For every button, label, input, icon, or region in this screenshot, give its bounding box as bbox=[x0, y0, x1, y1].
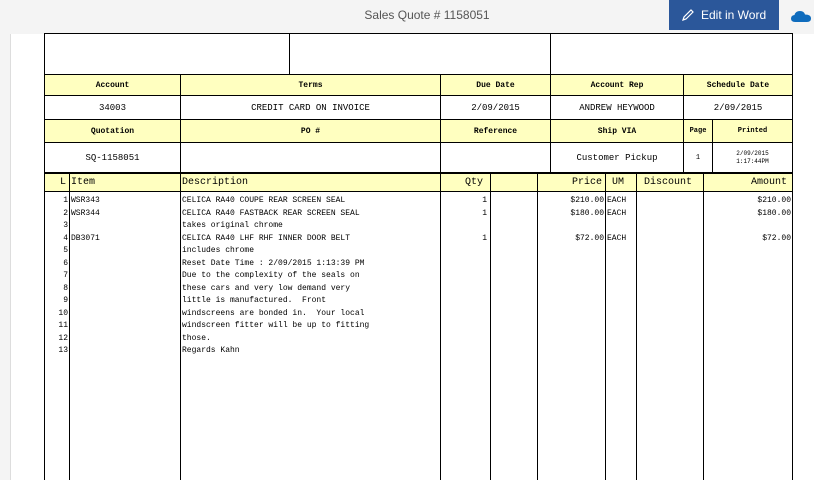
account-rep-value: ANDREW HEYWOOD bbox=[550, 95, 684, 120]
pencil-icon bbox=[681, 8, 695, 22]
line-number: 2 bbox=[63, 208, 68, 218]
printed-date: 2/09/2015 bbox=[736, 149, 769, 157]
description: CELICA RA40 LHF RHF INNER DOOR BELT bbox=[182, 233, 351, 243]
page-value: 1 bbox=[683, 142, 713, 173]
col-line-header: L bbox=[60, 177, 67, 188]
amount: $180.00 bbox=[757, 208, 791, 218]
account-rep-header: Account Rep bbox=[550, 74, 684, 96]
line-number: 11 bbox=[58, 321, 68, 330]
top-bar bbox=[0, 0, 814, 34]
quotation-value: SQ-1158051 bbox=[44, 142, 181, 173]
account-header: Account bbox=[44, 74, 181, 96]
terms-header: Terms bbox=[180, 74, 441, 96]
amount: $72.00 bbox=[762, 233, 791, 243]
um: EACH bbox=[607, 196, 627, 205]
schedule-date-value: 2/09/2015 bbox=[683, 95, 793, 120]
description: little is manufactured. Front bbox=[182, 296, 327, 305]
description: windscreen fitter will be up to fitting bbox=[182, 321, 370, 330]
description: CELICA RA40 COUPE REAR SCREEN SEAL bbox=[182, 196, 346, 205]
schedule-date-header: Schedule Date bbox=[683, 74, 793, 96]
qty: 1 bbox=[482, 208, 487, 218]
address-box bbox=[44, 33, 793, 75]
line-number: 3 bbox=[63, 221, 68, 230]
col-price-header: Price bbox=[572, 177, 603, 188]
due-date-value: 2/09/2015 bbox=[440, 95, 551, 120]
printed-time: 1:17:44PM bbox=[736, 157, 769, 165]
quotation-header: Quotation bbox=[44, 119, 181, 143]
document-page bbox=[10, 34, 814, 480]
reference-value bbox=[440, 142, 551, 173]
item-code: WSR343 bbox=[71, 196, 100, 205]
edit-in-word-button[interactable] bbox=[669, 0, 779, 30]
reference-header: Reference bbox=[440, 119, 551, 143]
page-header: Page bbox=[683, 119, 713, 143]
description: includes chrome bbox=[182, 246, 255, 255]
price: $72.00 bbox=[575, 233, 604, 243]
po-header: PO # bbox=[180, 119, 441, 143]
ship-via-header: Ship VIA bbox=[550, 119, 684, 143]
description: Regards Kahn bbox=[182, 346, 240, 355]
item-code: WSR344 bbox=[71, 208, 100, 218]
printed-header: Printed bbox=[712, 119, 793, 143]
amount: $210.00 bbox=[757, 196, 791, 205]
item-code: DB3071 bbox=[71, 233, 100, 243]
line-number: 12 bbox=[58, 333, 68, 343]
col-description-header: Description bbox=[182, 177, 249, 188]
description: CELICA RA40 FASTBACK REAR SCREEN SEAL bbox=[182, 208, 360, 218]
printed-value bbox=[712, 142, 793, 173]
document-title: Sales Quote # 1158051 bbox=[364, 8, 490, 22]
col-item-header: Item bbox=[71, 177, 96, 188]
onedrive-cloud-icon[interactable] bbox=[790, 8, 812, 24]
description: those. bbox=[182, 333, 211, 343]
um: EACH bbox=[607, 233, 627, 243]
col-discount-header: Discount bbox=[644, 177, 693, 188]
account-value: 34003 bbox=[44, 95, 181, 120]
line-number: 9 bbox=[63, 296, 68, 305]
description: takes original chrome bbox=[182, 221, 283, 230]
description: Reset Date Time : 2/09/2015 1:13:39 PM bbox=[182, 258, 365, 268]
qty: 1 bbox=[482, 233, 487, 243]
edit-in-word-label: Edit in Word bbox=[701, 8, 767, 22]
line-number: 10 bbox=[58, 308, 68, 318]
col-qty-header: Qty bbox=[465, 177, 484, 188]
line-number: 4 bbox=[63, 233, 68, 243]
um: EACH bbox=[607, 208, 627, 218]
price: $210.00 bbox=[570, 196, 604, 205]
description: these cars and very low demand very bbox=[182, 283, 351, 293]
price: $180.00 bbox=[570, 208, 604, 218]
due-date-header: Due Date bbox=[440, 74, 551, 96]
line-number: 1 bbox=[63, 196, 68, 205]
col-amount-header: Amount bbox=[751, 177, 788, 188]
line-number: 5 bbox=[63, 246, 68, 255]
col-um-header: UM bbox=[612, 177, 625, 188]
line-number: 7 bbox=[63, 271, 68, 280]
qty: 1 bbox=[482, 196, 487, 205]
line-number: 8 bbox=[63, 283, 68, 293]
line-number: 6 bbox=[63, 258, 68, 268]
description: windscreens are bonded in. Your local bbox=[182, 308, 365, 318]
ship-via-value: Customer Pickup bbox=[550, 142, 684, 173]
po-value bbox=[180, 142, 441, 173]
line-number: 13 bbox=[58, 346, 68, 355]
terms-value: CREDIT CARD ON INVOICE bbox=[180, 95, 441, 120]
description: Due to the complexity of the seals on bbox=[182, 271, 360, 280]
